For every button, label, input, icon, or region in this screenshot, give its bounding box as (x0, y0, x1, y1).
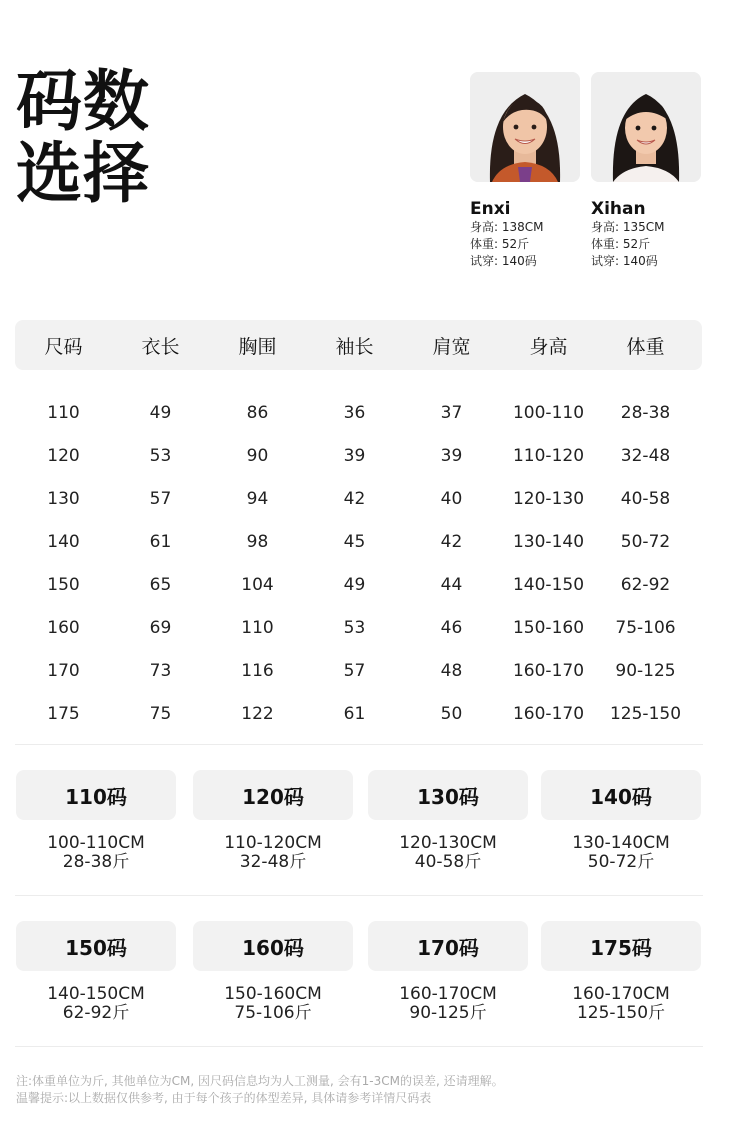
cell-weight: 50-72 (620, 531, 671, 552)
cell-weight: 40-58 (620, 488, 671, 509)
cell-chest: 98 (246, 531, 269, 552)
model-height: 身高: 138CM (470, 220, 544, 234)
cell-chest: 116 (241, 660, 274, 681)
cell-shoulder: 46 (440, 617, 463, 638)
cell-height: 160-170 (512, 660, 585, 681)
cell-shoulder: 39 (440, 445, 463, 466)
table-row (15, 391, 702, 434)
cell-length: 73 (149, 660, 172, 681)
cell-length: 69 (149, 617, 172, 638)
cell-length: 49 (149, 402, 172, 423)
model-card-enxi (470, 72, 580, 270)
cell-length: 75 (149, 703, 172, 724)
size-card-height: 150-160CM (224, 984, 322, 1004)
cell-weight: 90-125 (615, 660, 676, 681)
model-photo (470, 72, 580, 182)
size-card-height: 120-130CM (399, 833, 497, 853)
size-card (541, 921, 701, 1023)
table-row (15, 606, 702, 649)
size-card (16, 921, 176, 1023)
size-card-height: 130-140CM (572, 833, 670, 853)
table-row (15, 692, 702, 735)
model-card-xihan (591, 72, 701, 270)
cell-shoulder: 50 (440, 703, 463, 724)
model-name: Xihan (591, 199, 646, 219)
size-card-badge: 130码 (368, 770, 528, 820)
cell-height: 130-140 (512, 531, 585, 552)
header-shoulder: 肩宽 (432, 335, 471, 358)
cell-weight: 28-38 (620, 402, 671, 423)
cell-size: 110 (47, 402, 80, 423)
size-table (15, 320, 702, 735)
cell-size: 160 (47, 617, 80, 638)
cell-size: 150 (47, 574, 80, 595)
cell-weight: 62-92 (620, 574, 671, 595)
page-title-line-2: 选择 (16, 135, 150, 212)
footnote-tip: 温馨提示:以上数据仅供参考, 由于每个孩子的体型差异, 具体请参考详情尺码表 (16, 1091, 432, 1105)
size-card-height: 110-120CM (224, 833, 322, 853)
model-weight: 体重: 52斤 (591, 237, 651, 251)
cell-height: 120-130 (512, 488, 585, 509)
header-chest: 胸围 (238, 335, 277, 358)
size-card-weight: 90-125斤 (409, 1003, 487, 1023)
cell-chest: 110 (241, 617, 274, 638)
size-card (193, 921, 353, 1023)
cell-size: 170 (47, 660, 80, 681)
cell-length: 53 (149, 445, 172, 466)
cell-length: 57 (149, 488, 172, 509)
header-sleeve: 袖长 (335, 335, 374, 358)
cell-sleeve: 49 (343, 574, 366, 595)
cell-length: 65 (149, 574, 172, 595)
cell-sleeve: 53 (343, 617, 366, 638)
size-card-weight: 75-106斤 (234, 1003, 312, 1023)
cell-shoulder: 48 (440, 660, 463, 681)
size-card-height: 160-170CM (572, 984, 670, 1004)
cell-shoulder: 42 (440, 531, 463, 552)
cell-height: 160-170 (512, 703, 585, 724)
model-height: 身高: 135CM (591, 220, 665, 234)
cell-height: 100-110 (512, 402, 585, 423)
table-row (15, 563, 702, 606)
header-size: 尺码 (44, 335, 83, 358)
table-row (15, 649, 702, 692)
page-title (16, 63, 166, 212)
size-card-weight: 28-38斤 (62, 852, 130, 872)
cell-shoulder: 44 (440, 574, 463, 595)
model-weight: 体重: 52斤 (470, 237, 530, 251)
size-card-height: 100-110CM (47, 833, 145, 853)
cell-sleeve: 45 (343, 531, 366, 552)
cell-size: 120 (47, 445, 80, 466)
table-row (15, 434, 702, 477)
size-card-badge: 120码 (193, 770, 353, 820)
cell-weight: 32-48 (620, 445, 671, 466)
header-weight: 体重 (626, 335, 665, 358)
cell-shoulder: 37 (440, 402, 463, 423)
size-card-weight: 125-150斤 (576, 1003, 666, 1023)
size-card-badge: 150码 (16, 921, 176, 971)
size-card-height: 140-150CM (47, 984, 145, 1004)
size-card-height: 160-170CM (399, 984, 497, 1004)
size-card (541, 770, 701, 872)
size-card (193, 770, 353, 872)
model-tried-size: 试穿: 140码 (591, 254, 658, 268)
model-name: Enxi (470, 199, 511, 219)
header-height: 身高 (529, 335, 568, 358)
size-card-badge: 110码 (16, 770, 176, 820)
size-card-weight: 62-92斤 (62, 1003, 130, 1023)
cell-sleeve: 39 (343, 445, 366, 466)
header-length: 衣长 (141, 335, 180, 358)
model-photo (591, 72, 701, 182)
size-card-weight: 50-72斤 (587, 852, 655, 872)
cell-height: 110-120 (512, 445, 585, 466)
cell-chest: 90 (246, 445, 269, 466)
cell-size: 175 (47, 703, 80, 724)
size-card (368, 770, 528, 872)
table-row (15, 520, 702, 563)
table-row (15, 477, 702, 520)
size-card-badge: 170码 (368, 921, 528, 971)
cell-weight: 75-106 (615, 617, 676, 638)
size-card-badge: 140码 (541, 770, 701, 820)
model-tried-size: 试穿: 140码 (470, 254, 537, 268)
size-card-badge: 160码 (193, 921, 353, 971)
size-card-badge: 175码 (541, 921, 701, 971)
cell-size: 130 (47, 488, 80, 509)
cell-size: 140 (47, 531, 80, 552)
footnotes (16, 1073, 504, 1107)
cell-chest: 122 (241, 703, 274, 724)
cell-sleeve: 42 (343, 488, 366, 509)
page-title-line-1: 码数 (16, 63, 150, 140)
cell-sleeve: 36 (343, 402, 366, 423)
divider (15, 895, 703, 896)
cell-shoulder: 40 (440, 488, 463, 509)
cell-sleeve: 57 (343, 660, 366, 681)
divider (15, 1046, 703, 1047)
size-card (16, 770, 176, 872)
cell-length: 61 (149, 531, 172, 552)
size-card-weight: 32-48斤 (239, 852, 307, 872)
size-table-header (15, 320, 702, 370)
size-card-weight: 40-58斤 (414, 852, 482, 872)
cell-height: 140-150 (512, 574, 585, 595)
cell-chest: 94 (246, 488, 269, 509)
cell-height: 150-160 (512, 617, 585, 638)
divider (15, 744, 703, 745)
cell-weight: 125-150 (609, 703, 682, 724)
size-card (368, 921, 528, 1023)
size-table-body (15, 391, 702, 735)
footnote-units: 注:体重单位为斤, 其他单位为CM, 因尺码信息均为人工测量, 会有1-3CM的误差, 还请理解。 (16, 1074, 504, 1088)
cell-sleeve: 61 (343, 703, 366, 724)
cell-chest: 86 (246, 402, 269, 423)
cell-chest: 104 (241, 574, 274, 595)
